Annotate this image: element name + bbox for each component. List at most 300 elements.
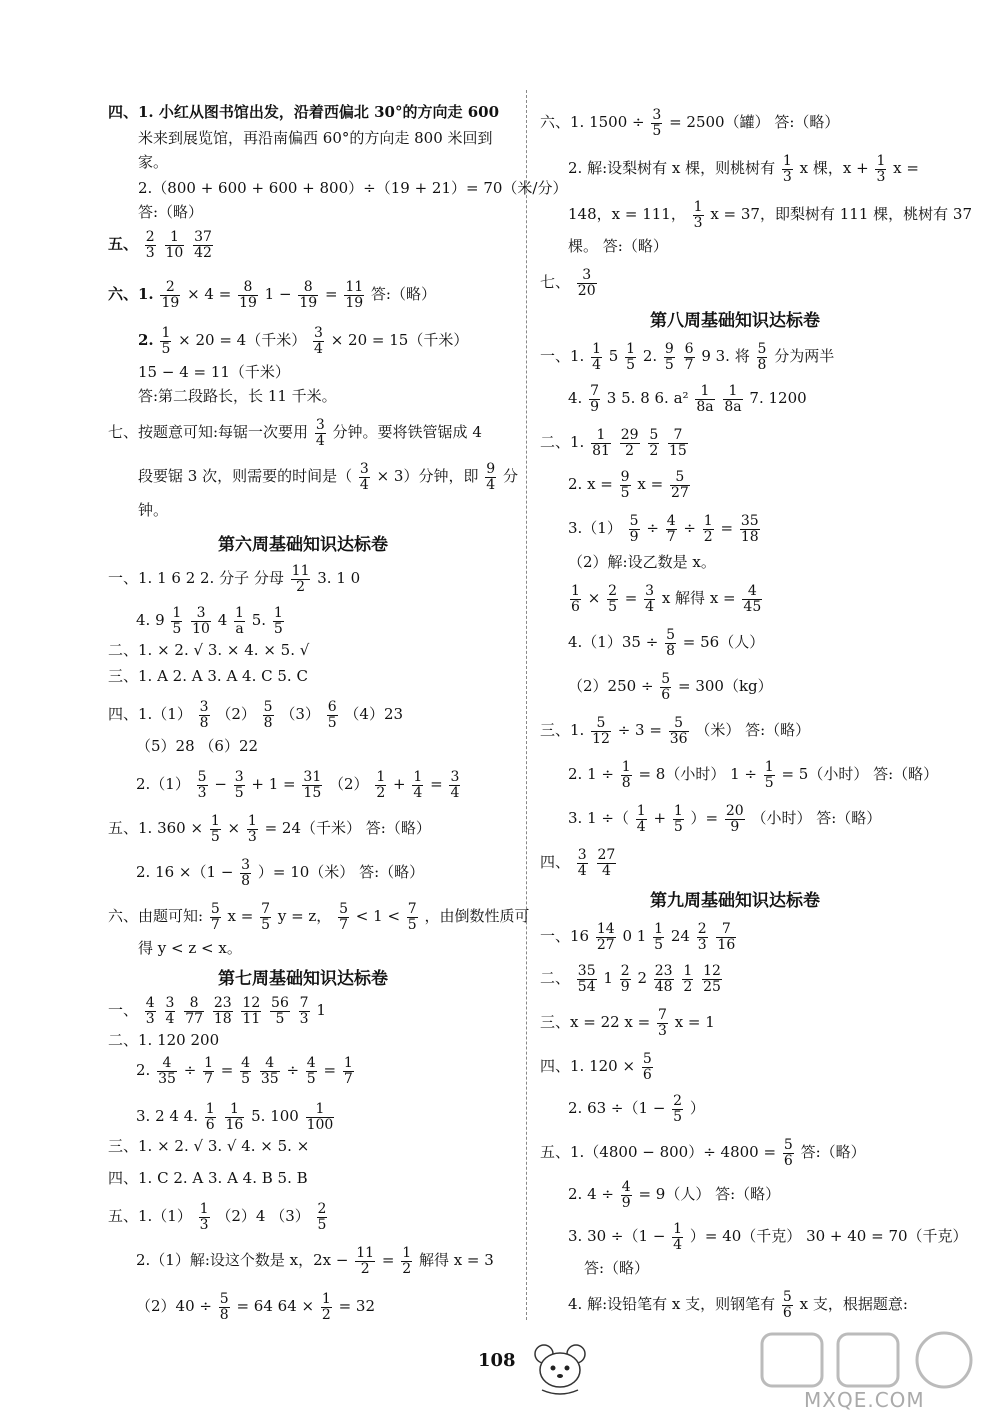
answer-line <box>138 462 518 492</box>
answer-text: 15 − 4 = 11（千米） <box>138 363 290 381</box>
mascot-icon <box>530 1340 590 1400</box>
answer-text: x = <box>637 475 664 494</box>
answer-line <box>136 770 462 800</box>
fraction: $\frac{1}{5}$ <box>210 813 220 845</box>
fraction: $\frac{23}{48}$ <box>654 963 673 995</box>
answer-text: 2. <box>136 1061 151 1080</box>
answer-text: （2）40 ÷ <box>136 1297 212 1316</box>
answer-text: 5. <box>251 611 267 630</box>
answer-text: ÷ <box>646 519 659 538</box>
answer-line <box>568 804 881 834</box>
fraction: $\frac{5}{7}$ <box>339 901 349 933</box>
answer-text: （2）解:设乙数是 x。 <box>568 553 716 571</box>
answer-text: 四、1. 小红从图书馆出发，沿着西偏北 30°的方向走 600 <box>108 103 500 121</box>
answer-line <box>136 1102 336 1132</box>
answer-line <box>108 418 482 448</box>
answer-text: 五、1.（1） <box>108 1207 192 1226</box>
answer-text: 2.（1） <box>136 775 190 794</box>
answer-line <box>568 628 764 658</box>
section-heading: 第七周基础知识达标卷 <box>218 969 388 989</box>
answer-text: 4. 解:设铅笔有 x 支，则钢笔有 <box>568 1295 776 1314</box>
answer-text: 148，x = 111， <box>568 205 686 224</box>
fraction: $\frac{1}{5}$ <box>626 341 636 373</box>
answer-text: 一、 <box>108 1001 139 1020</box>
fraction: $\frac{2}{5}$ <box>608 583 617 615</box>
fraction: $\frac{4}{3}$ <box>145 995 155 1027</box>
answer-text: = <box>624 589 638 608</box>
answer-text: ÷ <box>683 519 696 538</box>
answer-text: = 300（kg） <box>678 677 773 696</box>
answer-line <box>540 342 834 372</box>
answer-text: 六、1. 1500 ÷ <box>540 113 645 132</box>
answer-line <box>136 858 424 888</box>
answer-text: 1 <box>316 1001 326 1020</box>
answer-line <box>108 564 360 594</box>
fraction: $\frac{6}{5}$ <box>327 699 337 731</box>
section-heading: 第九周基础知识达标卷 <box>650 891 820 911</box>
answer-text: 米来到展览馆，再沿南偏西 60°的方向走 800 米回到 <box>138 129 493 147</box>
fraction: $\frac{3}{8}$ <box>241 857 251 889</box>
answer-text: 二、1. 120 200 <box>108 1031 220 1049</box>
answer-line <box>108 700 403 730</box>
answer-text: 1 <box>603 969 613 988</box>
answer-text: = <box>430 775 443 794</box>
fraction: $\frac{31}{15}$ <box>303 769 322 801</box>
fraction: $\frac{11}{19}$ <box>345 279 364 311</box>
fraction: $\frac{1}{100}$ <box>306 1101 334 1133</box>
answer-line <box>568 760 938 790</box>
answer-line <box>540 428 690 458</box>
answer-text: × <box>227 819 241 838</box>
answer-line <box>138 326 468 356</box>
answer-text: 一、1. <box>540 347 585 366</box>
answer-line <box>540 1008 715 1038</box>
fraction: $\frac{4}{5}$ <box>306 1055 316 1087</box>
answer-line <box>540 848 618 878</box>
answer-text: × 3）分钟，即 <box>376 467 479 486</box>
answer-text: 4. <box>568 389 583 408</box>
answer-text: 2.（800 + 600 + 600 + 800）÷（19 + 21）= 70（米/分） <box>138 179 568 197</box>
answer-line <box>540 268 599 298</box>
answer-text: x = 37，即梨树有 111 棵，桃树有 37 <box>710 205 972 224</box>
answer-line <box>108 666 308 686</box>
answer-text: 三、1. × 2. √ 3. √ 4. × 5. × <box>108 1137 310 1155</box>
answer-text: = <box>381 1251 395 1270</box>
fraction: $\frac{12}{25}$ <box>703 963 721 995</box>
answer-line <box>540 1138 866 1168</box>
fraction: $\frac{5}{7}$ <box>210 901 220 933</box>
answer-text: 答:（略） <box>584 1259 650 1277</box>
fraction: $\frac{5}{6}$ <box>661 671 671 703</box>
fraction: $\frac{2}{5}$ <box>317 1201 327 1233</box>
fraction: $\frac{4}{5}$ <box>241 1055 251 1087</box>
fraction: $\frac{5}{8}$ <box>757 341 767 373</box>
section-label: 五、 <box>108 235 139 254</box>
answer-text: 2.（1）解:设这个数是 x，2x − <box>136 1251 349 1270</box>
answer-text: （2）250 ÷ <box>568 677 654 696</box>
answer-line <box>108 1136 309 1156</box>
fraction: $\frac{2}{19}$ <box>161 279 180 311</box>
fraction: $\frac{20}{9}$ <box>725 803 744 835</box>
fraction: $\frac{2}{5}$ <box>673 1093 683 1125</box>
fraction: $\frac{2}{3}$ <box>697 921 707 953</box>
answer-text: < 1 < <box>355 907 401 926</box>
fraction: $\frac{3}{4}$ <box>450 769 460 801</box>
page-number: 108 <box>478 1350 516 1371</box>
answer-text: ）= 10（米） 答:（略） <box>257 863 425 882</box>
answer-line <box>568 384 807 414</box>
answer-line <box>108 814 431 844</box>
fraction: $\frac{11}{2}$ <box>291 563 310 595</box>
fraction: $\frac{2}{9}$ <box>620 963 630 995</box>
answer-text: = <box>220 1061 234 1080</box>
fraction: $\frac{7}{16}$ <box>717 921 736 953</box>
answer-text: 3. 2 4 4. <box>136 1107 199 1126</box>
answer-text: ÷ 3 = <box>617 721 662 740</box>
fraction: $\frac{1}{3}$ <box>876 153 886 185</box>
fraction: $\frac{5}{2}$ <box>649 427 659 459</box>
answer-line <box>108 280 436 310</box>
fraction: $\frac{1}{2}$ <box>402 1245 412 1277</box>
fraction: $\frac{1}{5}$ <box>764 759 774 791</box>
answer-line <box>138 152 168 172</box>
answer-text: 二、 <box>540 969 571 988</box>
answer-line <box>568 154 919 184</box>
answer-text: ）= <box>690 809 719 828</box>
answer-text: 家。 <box>138 153 169 171</box>
fraction: $\frac{3}{5}$ <box>234 769 244 801</box>
answer-text: 分钟。要将铁管锯成 4 <box>332 423 482 442</box>
answer-text: 0 1 <box>622 927 647 946</box>
answer-text: x 棵，x + <box>799 159 869 178</box>
answer-line <box>568 552 716 572</box>
answer-text: 七、按题意可知:每锯一次要用 <box>108 423 309 442</box>
answer-line <box>540 716 810 746</box>
answer-line <box>568 1290 908 1320</box>
answer-text: 4 <box>217 611 228 630</box>
answer-text: （2）4 （3） <box>216 1207 310 1226</box>
answer-text: 六、由题可知: <box>108 907 204 926</box>
fraction: $\frac{1}{4}$ <box>673 1221 683 1253</box>
answer-line <box>108 902 530 932</box>
fraction: $\frac{1}{5}$ <box>273 605 283 637</box>
answer-text: 答:（略） <box>138 203 204 221</box>
fraction: $\frac{7}{5}$ <box>261 901 271 933</box>
answer-line <box>108 1202 329 1232</box>
answer-text: 棵。 答:（略） <box>568 237 668 255</box>
answer-text: 一、16 <box>540 927 590 946</box>
answer-line <box>568 470 692 500</box>
fraction: $\frac{6}{7}$ <box>684 341 694 373</box>
answer-text: 四、1. C 2. A 3. A 4. B 5. B <box>108 1169 308 1187</box>
answer-text: 三、1. <box>540 721 585 740</box>
fraction: $\frac{3}{4}$ <box>165 995 175 1027</box>
answer-line <box>108 1030 219 1050</box>
section-label: 六、1. <box>108 285 154 304</box>
fraction: $\frac{3}{10}$ <box>192 605 210 637</box>
answer-text: 四、1.（1） <box>108 705 192 724</box>
answer-text: 1 − <box>264 285 292 304</box>
answer-text: 一、1. 1 6 2 2. 分子 分母 <box>108 569 284 588</box>
answer-line <box>540 964 724 994</box>
answer-line <box>568 1222 968 1252</box>
answer-text: 四、 <box>540 853 571 872</box>
answer-line <box>108 1168 308 1188</box>
answer-line <box>108 230 215 260</box>
fraction: $\frac{2}{3}$ <box>145 229 155 261</box>
fraction: $\frac{4}{7}$ <box>666 513 676 545</box>
fraction: $\frac{56}{5}$ <box>271 995 289 1027</box>
fraction: $\frac{1}{81}$ <box>592 427 610 459</box>
answer-line <box>568 200 972 230</box>
answer-line <box>138 178 567 198</box>
fraction: $\frac{5}{6}$ <box>783 1137 793 1169</box>
fraction: $\frac{1}{7}$ <box>343 1055 353 1087</box>
answer-line <box>138 362 290 382</box>
answer-text: （2） <box>329 775 369 794</box>
fraction: $\frac{1}{6}$ <box>205 1101 215 1133</box>
answer-text: 2. 解:设梨树有 x 棵，则桃树有 <box>568 159 776 178</box>
fraction: $\frac{1}{8}$ <box>621 759 631 791</box>
fraction: $\frac{5}{36}$ <box>669 715 688 747</box>
answer-text: 3 5. 8 6. a² <box>606 389 689 408</box>
answer-text: 2. 16 ×（1 − <box>136 863 234 882</box>
answer-line <box>568 514 762 544</box>
fraction: $\frac{1}{2}$ <box>683 963 693 995</box>
answer-text: 得 y < z < x。 <box>138 939 242 957</box>
fraction: $\frac{1}{3}$ <box>199 1201 209 1233</box>
answer-text: 答:（略） <box>800 1143 866 1162</box>
answer-text: × 4 = <box>187 285 232 304</box>
answer-text: 三、1. A 2. A 3. A 4. C 5. C <box>108 667 308 685</box>
answer-line <box>138 500 168 520</box>
answer-text: 4.（1）35 ÷ <box>568 633 659 652</box>
answer-text: 二、1. × 2. √ 3. × 4. × 5. √ <box>108 641 310 659</box>
answer-text: 3.（1） <box>568 519 622 538</box>
answer-text: 五、1.（4800 − 800）÷ 4800 = <box>540 1143 777 1162</box>
answer-line <box>138 938 242 958</box>
answer-text: （米） 答:（略） <box>695 721 811 740</box>
answer-text: 三、x = 22 x = <box>540 1013 651 1032</box>
answer-text: x = 1 <box>674 1013 715 1032</box>
fraction: $\frac{5}{6}$ <box>782 1289 792 1321</box>
watermark-url: MXQE.COM <box>804 1388 925 1412</box>
answer-text: 七、 <box>540 273 571 292</box>
answer-text: 2 <box>637 969 647 988</box>
answer-text: ）= 40（千克） 30 + 40 = 70（千克） <box>689 1227 968 1246</box>
answer-line <box>540 922 738 952</box>
fraction: $\frac{4}{35}$ <box>260 1055 279 1087</box>
fraction: $\frac{1}{5}$ <box>161 325 171 357</box>
answer-text: × 20 = 15（千米） <box>330 331 469 350</box>
answer-text: （5）28 （6）22 <box>136 737 259 755</box>
fraction: $\frac{1}{10}$ <box>165 229 184 261</box>
answer-text: 9 3. 将 <box>701 347 750 366</box>
answer-text: （小时） 答:（略） <box>751 809 882 828</box>
answer-line <box>568 1180 780 1210</box>
answer-text: 2. 63 ÷（1 − <box>568 1099 666 1118</box>
fraction: $\frac{35}{54}$ <box>577 963 596 995</box>
fraction: $\frac{8}{19}$ <box>239 279 257 311</box>
fraction: $\frac{7}{3}$ <box>299 995 309 1027</box>
fraction: $\frac{3}{20}$ <box>577 267 596 299</box>
fraction: $\frac{3}{8}$ <box>199 699 209 731</box>
answer-line <box>136 606 286 636</box>
answer-text: 钟。 <box>138 501 169 519</box>
fraction: $\frac{1}{2}$ <box>703 513 713 545</box>
answer-text: 3. 1 ÷（ <box>568 809 629 828</box>
answer-line <box>136 1246 494 1276</box>
fraction: $\frac{9}{4}$ <box>486 461 496 493</box>
answer-line <box>568 1094 705 1124</box>
answer-text: ÷ <box>286 1061 300 1080</box>
fraction: $\frac{23}{18}$ <box>213 995 232 1027</box>
answer-text: 2. 1 ÷ <box>568 765 614 784</box>
fraction: $\frac{5}{8}$ <box>263 699 273 731</box>
fraction: $\frac{1}{16}$ <box>225 1101 244 1133</box>
fraction: $\frac{35}{18}$ <box>740 513 759 545</box>
answer-text: 3. 1 0 <box>317 569 361 588</box>
fraction: $\frac{3}{4}$ <box>314 325 323 357</box>
fraction: $\frac{1}{2}$ <box>376 769 386 801</box>
fraction: $\frac{5}{9}$ <box>629 513 639 545</box>
fraction: $\frac{3}{4}$ <box>315 417 325 449</box>
answer-line <box>138 128 493 148</box>
item-label: 2. <box>138 331 154 350</box>
fraction: $\frac{29}{2}$ <box>620 427 639 459</box>
section-heading: 第八周基础知识达标卷 <box>650 311 820 331</box>
fraction: $\frac{5}{3}$ <box>197 769 207 801</box>
fraction: $\frac{37}{42}$ <box>194 229 212 261</box>
fraction: $\frac{1}{4}$ <box>592 341 602 373</box>
answer-text: = 64 64 × <box>236 1297 315 1316</box>
answer-line <box>584 1258 649 1278</box>
fraction: $\frac{14}{27}$ <box>596 921 615 953</box>
fraction: $\frac{7}{3}$ <box>658 1007 667 1039</box>
fraction: $\frac{1}{3}$ <box>782 153 792 185</box>
answer-line <box>136 1056 356 1086</box>
fraction: $\frac{8}{77}$ <box>185 995 204 1027</box>
answer-text: 答:（略） <box>370 285 436 304</box>
answer-text: ，由倒数性质可 <box>424 907 530 926</box>
answer-text: 5. 100 <box>251 1107 299 1126</box>
answer-line <box>136 736 258 756</box>
fraction: $\frac{4}{45}$ <box>743 583 762 615</box>
answer-text: 4. 9 <box>136 611 165 630</box>
answer-text: = <box>323 1061 337 1080</box>
answer-text: 分 <box>502 467 518 486</box>
fraction: $\frac{4}{9}$ <box>621 1179 631 1211</box>
answer-text: + 1 = <box>251 775 296 794</box>
answer-text: ） <box>689 1099 705 1118</box>
fraction: $\frac{5}{8}$ <box>666 627 675 659</box>
answer-text: 2. x = <box>568 475 613 494</box>
answer-text: x 支，根据题意: <box>799 1295 908 1314</box>
fraction: $\frac{5}{6}$ <box>642 1051 652 1083</box>
fraction: $\frac{1}{2}$ <box>321 1291 331 1323</box>
fraction: $\frac{7}{5}$ <box>407 901 417 933</box>
fraction: $\frac{1}{8a}$ <box>696 383 714 415</box>
answer-line <box>136 1292 375 1322</box>
fraction: $\frac{1}{4}$ <box>413 769 423 801</box>
watermark-logo <box>760 1330 980 1394</box>
fraction: $\frac{9}{5}$ <box>620 469 630 501</box>
fraction: $\frac{3}{4}$ <box>577 847 587 879</box>
fraction: $\frac{5}{8}$ <box>219 1291 229 1323</box>
answer-text: = 5（小时） 答:（略） <box>781 765 939 784</box>
fraction: $\frac{8}{19}$ <box>299 279 318 311</box>
fraction: $\frac{5}{27}$ <box>670 469 689 501</box>
fraction: $\frac{7}{15}$ <box>669 427 687 459</box>
answer-text: = 24（千米） 答:（略） <box>264 819 431 838</box>
answer-text: = <box>324 285 338 304</box>
answer-text: 5 <box>608 347 619 366</box>
fraction: $\frac{1}{3}$ <box>247 813 257 845</box>
fraction: $\frac{3}{4}$ <box>645 583 655 615</box>
fraction: $\frac{1}{5}$ <box>172 605 182 637</box>
fraction: $\frac{3}{5}$ <box>652 107 662 139</box>
fraction: $\frac{11}{2}$ <box>356 1245 375 1277</box>
answer-text: 四、1. 120 × <box>540 1057 636 1076</box>
answer-line <box>108 102 499 122</box>
answer-line <box>108 996 326 1026</box>
answer-line <box>540 108 839 138</box>
answer-text: = <box>720 519 734 538</box>
answer-text: 分为两半 <box>774 347 835 366</box>
fraction: $\frac{9}{5}$ <box>664 341 674 373</box>
answer-text: + <box>393 775 406 794</box>
fraction: $\frac{1}{3}$ <box>693 199 703 231</box>
fraction: $\frac{5}{12}$ <box>592 715 610 747</box>
answer-text: + <box>653 809 667 828</box>
answer-line <box>138 202 203 222</box>
answer-text: = 9（人） 答:（略） <box>638 1185 781 1204</box>
answer-text: 五、1. 360 × <box>108 819 204 838</box>
fraction: $\frac{1}{a}$ <box>235 605 244 637</box>
fraction: $\frac{1}{4}$ <box>636 803 646 835</box>
answer-text: × 20 = 4（千米） <box>178 331 307 350</box>
fraction: $\frac{27}{4}$ <box>597 847 616 879</box>
answer-text: （2） <box>216 705 256 724</box>
answer-text: 二、1. <box>540 433 585 452</box>
answer-text: （4）23 <box>344 705 404 724</box>
answer-text: 段要锯 3 次，则需要的时间是（ <box>138 467 353 486</box>
answer-text: 2. <box>642 347 658 366</box>
answer-text: x = <box>227 907 254 926</box>
answer-text: 答:第二段路长，长 11 千米。 <box>138 387 337 405</box>
answer-text: （3） <box>280 705 320 724</box>
answer-text: × <box>587 589 601 608</box>
answer-text: = 8（小时） 1 ÷ <box>638 765 757 784</box>
answer-line <box>138 386 337 406</box>
answer-text: 7. 1200 <box>749 389 807 408</box>
fraction: $\frac{7}{9}$ <box>590 383 600 415</box>
answer-line <box>108 640 309 660</box>
fraction: $\frac{3}{4}$ <box>359 461 369 493</box>
answer-text: x = <box>893 159 919 178</box>
fraction: $\frac{1}{7}$ <box>204 1055 213 1087</box>
answer-text: 2. 4 ÷ <box>568 1185 614 1204</box>
answer-text: − <box>214 775 227 794</box>
fraction: $\frac{4}{35}$ <box>158 1055 176 1087</box>
fraction: $\frac{1}{8a}$ <box>724 383 742 415</box>
answer-text: 3. 30 ÷（1 − <box>568 1227 666 1246</box>
answer-text: 解得 x = 3 <box>418 1251 494 1270</box>
answer-text: = 32 <box>338 1297 375 1316</box>
fraction: $\frac{1}{5}$ <box>654 921 664 953</box>
fraction: $\frac{1}{5}$ <box>673 803 683 835</box>
answer-line <box>540 1052 655 1082</box>
